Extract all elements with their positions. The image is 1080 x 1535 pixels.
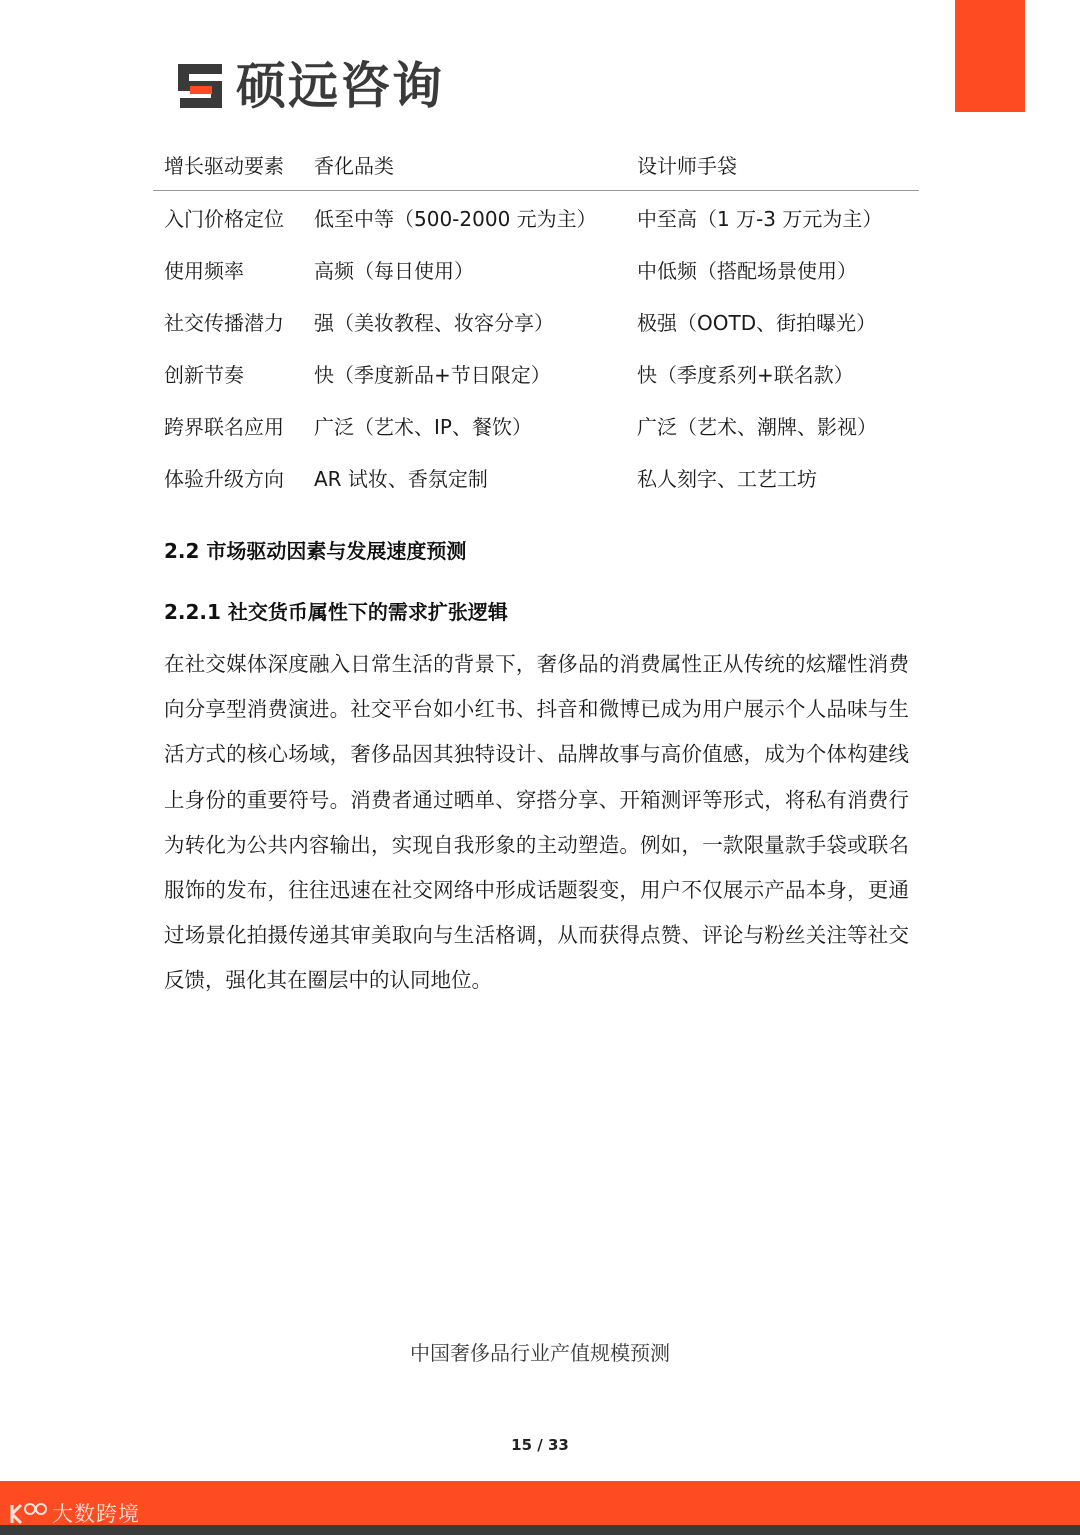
watermark-logo-icon (8, 1499, 50, 1527)
table-cell: 极强（OOTD、街拍曝光） (637, 310, 877, 335)
column-header: 增长驱动要素 (153, 138, 303, 191)
watermark-text: 大数跨境 (52, 1502, 140, 1526)
table-cell: 创新节奏 (164, 362, 244, 387)
table-cell: 广泛（艺术、IP、餐饮） (314, 414, 532, 439)
watermark (8, 1498, 140, 1528)
table-cell: AR 试妆、香氛定制 (314, 466, 488, 491)
body-paragraph: 在社交媒体深度融入日常生活的背景下，奢侈品的消费属性正从传统的炫耀性消费向分享型消费演进。社交平台如小红书、抖音和微博已成为用户展示个人品味与生活方式的核心场域，奢侈品因其独特设计、品牌故事与高价值感，成为个体构建线上身份的重要符号。消费者通过晒单、穿搭分享、开箱测评等形式，将私有消费行为转化为公共内容输出，实现自我形象的主动塑造。例如，一款限量款手袋或联名服饰的发布，往往迅速在社交网络中形成话题裂变，用户不仅展示产品本身，更通过场景化拍摄传递其审美取向与生活格调，从而获得点赞、评论与粉丝关注等社交反馈，强化其在圈层中的认同地位。 (164, 652, 909, 993)
table-cell: 快（季度系列+联名款） (637, 362, 854, 387)
column-header: 香化品类 (303, 138, 626, 191)
column-header: 设计师手袋 (626, 138, 919, 191)
section-heading: 2.2 市场驱动因素与发展速度预测 (164, 539, 467, 563)
table-cell: 体验升级方向 (164, 466, 284, 491)
table-cell: 私人刻字、工艺工坊 (637, 466, 817, 491)
table-cell: 使用频率 (164, 258, 244, 283)
table-cell: 中低频（搭配场景使用） (637, 258, 857, 283)
brand-name: 硕远咨询 (236, 57, 444, 115)
table-cell: 入门价格定位 (164, 206, 284, 231)
table-cell: 广泛（艺术、潮牌、影视） (637, 414, 877, 439)
table-row (153, 451, 919, 503)
footer-dark-strip (0, 1525, 1080, 1535)
table-cell: 跨界联名应用 (164, 414, 284, 439)
table-row (153, 295, 919, 347)
table-cell: 中至高（1 万-3 万元为主） (637, 206, 883, 231)
table-cell: 快（季度新品+节日限定） (314, 362, 551, 387)
subsection-heading: 2.2.1 社交货币属性下的需求扩张逻辑 (164, 600, 508, 624)
table-row (153, 347, 919, 399)
table-cell: 强（美妆教程、妆容分享） (314, 310, 554, 335)
comparison-table (153, 138, 919, 503)
table-cell: 社交传播潜力 (164, 310, 284, 335)
table-row (153, 191, 919, 244)
footer-bar (0, 1481, 1080, 1525)
corner-accent-block (955, 0, 1025, 112)
page-number: 15 / 33 (511, 1436, 569, 1454)
table-header-row (153, 138, 919, 191)
brand-logo (176, 58, 444, 114)
table-cell: 低至中等（500-2000 元为主） (314, 206, 597, 231)
table-cell: 高频（每日使用） (314, 258, 474, 283)
document-title: 中国奢侈品行业产值规模预测 (410, 1341, 670, 1365)
table-row (153, 399, 919, 451)
brand-logo-icon (176, 62, 226, 110)
table-row (153, 243, 919, 295)
